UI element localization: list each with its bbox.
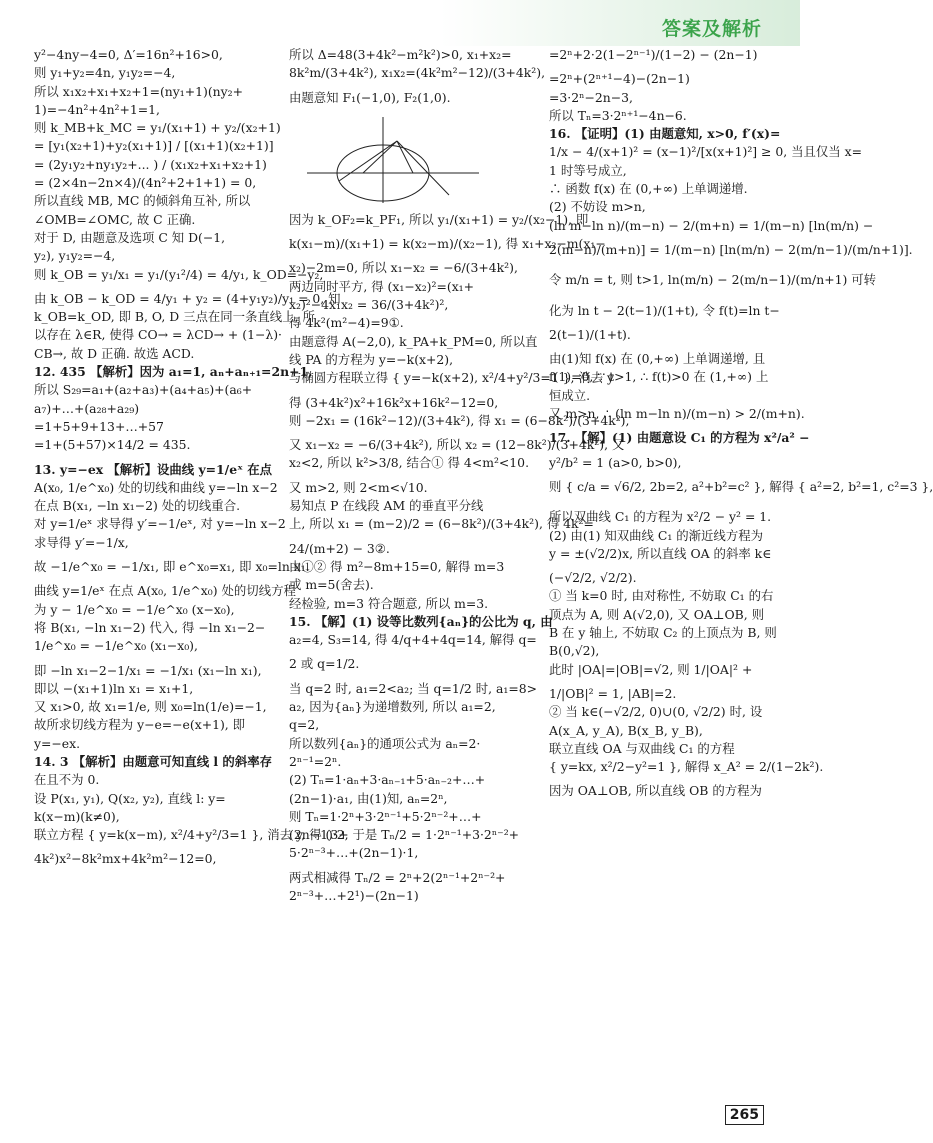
answer-line: 令 m/n = t, 则 t>1, ln(m/n) − 2(m/n−1)/(m/n+1) 可转 (549, 272, 877, 288)
answer-line: y=−ex. (34, 735, 81, 751)
answer-line: q=2, (289, 717, 320, 733)
answer-line: = [y₁(x₂+1)+y₂(x₁+1)] / [(x₁+1)(x₂+1)] (34, 138, 274, 154)
answer-line: (ln m−ln n)/(m−n) − 2/(m+n) = 1/(m−n) [ln(m/n) − (549, 217, 874, 233)
answer-line: 1/|OB|² = 1, |AB|=2. (549, 685, 677, 701)
answer-line: 由题意得 A(−2,0), k_PA+k_PM=0, 所以直 (289, 333, 538, 349)
answer-line: 以存在 λ∈R, 使得 CO→ = λCD→ + (1−λ)· (34, 327, 282, 343)
answer-line: 又 m>n, ∴ (ln m−ln n)/(m−n) > 2/(m+n). (549, 406, 805, 422)
answer-line: ∴ 函数 f(x) 在 (0,+∞) 上单调递增. (549, 181, 748, 197)
answer-line: (2) Tₙ=1·aₙ+3·aₙ₋₁+5·aₙ₋₂+…+ (289, 772, 486, 788)
answer-line: 或 m=5(舍去). (289, 577, 374, 593)
answer-line: 与椭圆方程联立得 { y=−k(x+2), x²/4+y²/3=1 }, 消去 y (289, 370, 615, 386)
answer-line: =2ⁿ+(2ⁿ⁺¹−4)−(2n−1) (549, 71, 690, 87)
answer-line: 所以直线 MB, MC 的倾斜角互补, 所以 (34, 193, 251, 209)
answer-line: 当 q=2 时, a₁=2<a₂; 当 q=1/2 时, a₁=8> (289, 680, 537, 696)
answer-line: 所以双曲线 C₁ 的方程为 x²/2 − y² = 1. (549, 509, 772, 525)
question-heading: 17. 【解】(1) 由题意设 C₁ 的方程为 x²/a² − (549, 430, 810, 446)
answer-line: y²−4ny−4=0, Δ′=16n²+16>0, (34, 47, 223, 62)
answer-line: ① 当 k=0 时, 由对称性, 不妨取 C₁ 的右 (549, 588, 774, 604)
answer-columns (34, 46, 933, 1106)
answer-line: 则 −2x₁ = (16k²−12)/(3+4k²), 得 x₁ = (6−8k²)/(3+4k²), (289, 412, 630, 428)
answer-line: 即 −ln x₁−2−1/x₁ = −1/x₁ (x₁−ln x₁), (34, 662, 262, 678)
answer-line: 2ⁿ⁻³+…+2¹)−(2n−1) (289, 887, 419, 903)
answer-line: (−√2/2, √2/2). (549, 570, 637, 586)
answer-line: =3·2ⁿ−2n−3, (549, 89, 633, 105)
question-heading: 13. y=−ex 【解析】设曲线 y=1/eˣ 在点 (34, 461, 273, 477)
answer-line: 两边同时平方, 得 (x₁−x₂)²=(x₁+ (289, 278, 475, 294)
answer-line: 为 y − 1/e^x₀ = −1/e^x₀ (x−x₀), (34, 601, 235, 617)
answer-line: 故 −1/e^x₀ = −1/x₁, 即 e^x₀=x₁, 即 x₀=ln x₁. (34, 559, 310, 575)
answer-line: 则 k_MB+k_MC = y₁/(x₁+1) + y₂/(x₂+1) (34, 120, 281, 136)
answer-line: { y=kx, x²/2−y²=1 }, 解得 x_A² = 2/(1−2k²). (549, 759, 824, 775)
answer-line: 所以 S₂₉=a₁+(a₂+a₃)+(a₄+a₅)+(a₆+ (34, 382, 253, 398)
answer-line: (2n−1)·2, 于是 Tₙ/2 = 1·2ⁿ⁻¹+3·2ⁿ⁻²+ (289, 827, 520, 843)
answer-line: 线 PA 的方程为 y=−k(x+2), (289, 351, 454, 367)
answer-line: 恒成立. (549, 387, 591, 403)
answer-line: 因为 k_OF₂=k_PF₁, 所以 y₁/(x₁+1) = y₂/(x₂−1), 即 (289, 211, 589, 227)
answer-line: (2) 由(1) 知双曲线 C₁ 的渐近线方程为 (549, 527, 763, 543)
answer-line: 在点 B(x₁, −ln x₁−2) 处的切线重合. (34, 498, 241, 514)
answer-line: 则 Tₙ=1·2ⁿ+3·2ⁿ⁻¹+5·2ⁿ⁻²+…+ (289, 808, 482, 824)
answer-line: 又 x₁−x₂ = −6/(3+4k²), 所以 x₂ = (12−8k²)/(3+4k²), 又 (289, 437, 625, 453)
answer-line: CB→, 故 D 正确. 故选 ACD. (34, 345, 195, 361)
answer-line: 2(m−n)/(m+n)] = 1/(m−n) [ln(m/n) − 2(m/n−1)/(m/n+1)]. (549, 241, 913, 257)
answer-line: 2(t−1)/(1+t). (549, 326, 631, 342)
answer-line: 因为 OA⊥OB, 所以直线 OB 的方程为 (549, 783, 762, 799)
answer-line: a₂=4, S₃=14, 得 4/q+4+4q=14, 解得 q= (289, 632, 537, 648)
question-heading: 14. 3 【解析】由题意可知直线 l 的斜率存 (34, 753, 272, 769)
answer-line: y₂), y₁y₂=−4, (34, 248, 116, 264)
question-heading: 12. 435 【解析】因为 a₁=1, aₙ+aₙ₊₁=2n+1, (34, 364, 313, 380)
answer-line: 将 B(x₁, −ln x₁−2) 代入, 得 −ln x₁−2− (34, 619, 266, 635)
answer-line: ∠OMB=∠OMC, 故 C 正确. (34, 211, 196, 227)
answer-line: a₂, 因为{aₙ}为递增数列, 所以 a₁=2, (289, 699, 496, 715)
answer-line: =2ⁿ+2·2(1−2ⁿ⁻¹)/(1−2) − (2n−1) (549, 47, 758, 62)
answer-line: 8k²m/(3+4k²), x₁x₂=(4k²m²−12)/(3+4k²), (289, 65, 546, 81)
answer-line: =1+(5+57)×14/2 = 435. (34, 437, 191, 453)
answer-line: y²/b² = 1 (a>0, b>0), (549, 454, 682, 470)
answer-line: 得 (3+4k²)x²+16k²x+16k²−12=0, (289, 394, 499, 410)
answer-line: 在且不为 0. (34, 772, 100, 788)
answer-line: A(x_A, y_A), B(x_B, y_B), (549, 722, 703, 738)
answer-line: 又 x₁>0, 故 x₁=1/e, 则 x₀=ln(1/e)=−1, (34, 699, 267, 715)
answer-line: f(1)=0, ∵ t>1, ∴ f(t)>0 在 (1,+∞) 上 (549, 369, 769, 385)
answer-line: 所以数列{aₙ}的通项公式为 aₙ=2· (289, 735, 481, 751)
answer-line: k_OB=k_OD, 即 B, O, D 三点在同一条直线上, 所 (34, 309, 315, 325)
answer-line: 5·2ⁿ⁻³+…+(2n−1)·1, (289, 845, 419, 861)
header-title: 答案及解析 (661, 18, 762, 40)
answer-line: 1/x − 4/(x+1)² = (x−1)²/[x(x+1)²] ≥ 0, 当且仅当 x= (549, 144, 863, 160)
answer-line: B 在 y 轴上, 不妨取 C₂ 的上顶点为 B, 则 (549, 625, 777, 641)
answer-line: 1/e^x₀ = −1/e^x₀ (x₁−x₀), (34, 638, 198, 654)
answer-line: 2 或 q=1/2. (289, 656, 360, 672)
column-right (549, 46, 933, 801)
answer-line: 由 k_OB − k_OD = 4/y₁ + y₂ = (4+y₁y₂)/y₁ = 0, 知 (34, 290, 341, 306)
answer-line: 又 m>2, 则 2<m<√10. (289, 479, 428, 495)
header-bar (0, 0, 800, 46)
answer-line: 则 k_OB = y₁/x₁ = y₁/(y₁²/4) = 4/y₁, k_OD=−y₂, (34, 266, 324, 282)
answer-line: 联立方程 { y=k(x−m), x²/4+y²/3=1 }, 消去 y, 得 (3+ (34, 827, 349, 843)
ellipse-diagram (299, 111, 489, 207)
answer-line: 得 4k²(m²−4)=9①. (289, 315, 404, 331)
answer-line: 对于 D, 由题意及选项 C 知 D(−1, (34, 229, 226, 245)
answer-line: 上, 所以 x₁ = (m−2)/2 = (6−8k²)/(3+4k²), 得 4k²= (289, 516, 594, 532)
answer-line: y = ±(√2/2)x, 所以直线 OA 的斜率 k∈ (549, 545, 772, 561)
answer-line: 所以 Tₙ=3·2ⁿ⁺¹−4n−6. (549, 107, 687, 123)
answer-line: (2) 不妨设 m>n, (549, 199, 646, 215)
answer-line: 联立直线 OA 与双曲线 C₁ 的方程 (549, 740, 735, 756)
answer-line: = (2y₁y₂+ny₁y₂+... ) / (x₁x₂+x₁+x₂+1) (34, 156, 267, 172)
answer-line: 此时 |OA|=|OB|=√2, 则 1/|OA|² + (549, 661, 753, 677)
answer-line: 所以 Δ=48(3+4k²−m²k²)>0, x₁+x₂= (289, 47, 512, 62)
answer-line: 故所求切线方程为 y−e=−e(x+1), 即 (34, 717, 246, 733)
page-number: 265 (725, 1105, 764, 1125)
answer-line: 对 y=1/eˣ 求导得 y′=−1/eˣ, 对 y=−ln x−2 (34, 516, 286, 532)
answer-line: B(0,√2), (549, 643, 600, 659)
answer-line: 化为 ln t − 2(t−1)/(1+t), 令 f(t)=ln t− (549, 302, 780, 318)
answer-line: 2ⁿ⁻¹=2ⁿ. (289, 753, 342, 769)
answer-line: a₇)+…+(a₂₈+a₂₉) (34, 400, 140, 416)
answer-line: 1 时等号成立, (549, 162, 627, 178)
answer-line: =1+5+9+13+…+57 (34, 418, 164, 434)
question-heading: 15. 【解】(1) 设等比数列{aₙ}的公比为 q, 由 (289, 613, 553, 629)
question-heading: 16. 【证明】(1) 由题意知, x>0, f′(x)= (549, 126, 781, 142)
answer-line: 由①② 得 m²−8m+15=0, 解得 m=3 (289, 558, 505, 574)
answer-line: 则 { c/a = √6/2, 2b=2, a²+b²=c² }, 解得 { a²=2, b²=1, c²=3 }, (549, 478, 933, 494)
answer-line: 即以 −(x₁+1)ln x₁ = x₁+1, (34, 680, 194, 696)
answer-line: x₂<2, 所以 k²>3/8, 结合① 得 4<m²<10. (289, 455, 530, 471)
answer-line: 两式相减得 Tₙ/2 = 2ⁿ+2(2ⁿ⁻¹+2ⁿ⁻²+ (289, 869, 506, 885)
answer-line: 所以 x₁x₂+x₁+x₂+1=(ny₁+1)(ny₂+ (34, 83, 243, 99)
answer-line: 顶点为 A, 则 A(√2,0), 又 OA⊥OB, 则 (549, 606, 764, 622)
answer-line: 由题意知 F₁(−1,0), F₂(1,0). (289, 89, 451, 105)
answer-line: 由(1)知 f(x) 在 (0,+∞) 上单调递增, 且 (549, 351, 766, 367)
answer-line: 则 y₁+y₂=4n, y₁y₂=−4, (34, 65, 176, 81)
answer-line: 4k²)x²−8k²mx+4k²m²−12=0, (34, 851, 217, 867)
answer-line: x₂)−2m=0, 所以 x₁−x₂ = −6/(3+4k²), (289, 260, 518, 276)
answer-line: 曲线 y=1/eˣ 在点 A(x₀, 1/e^x₀) 处的切线方程 (34, 583, 296, 599)
answer-line: k(x−m)(k≠0), (34, 808, 120, 824)
answer-line: k(x₁−m)/(x₁+1) = k(x₂−m)/(x₂−1), 得 x₁+x₂−m(x₁− (289, 236, 606, 252)
answer-line: = (2×4n−2n×4)/(4n²+2+1+1) = 0, (34, 175, 257, 191)
answer-line: x₂)²−4x₁x₂ = 36/(3+4k²)², (289, 297, 449, 313)
answer-line: 设 P(x₁, y₁), Q(x₂, y₂), 直线 l: y= (34, 790, 226, 806)
answer-line: 经检验, m=3 符合题意, 所以 m=3. (289, 595, 489, 611)
answer-line: 求导得 y′=−1/x, (34, 534, 129, 550)
answer-line: A(x₀, 1/e^x₀) 处的切线和曲线 y=−ln x−2 (34, 479, 278, 495)
answer-line: (2n−1)·a₁, 由(1)知, aₙ=2ⁿ, (289, 790, 448, 806)
answer-line: 1)=−4n²+4n²+1=1, (34, 101, 160, 117)
answer-line: 易知点 P 在线段 AM 的垂直平分线 (289, 498, 484, 514)
answer-line: ② 当 k∈(−√2/2, 0)∪(0, √2/2) 时, 设 (549, 704, 763, 720)
answer-line: 24/(m+2) − 3②. (289, 540, 390, 556)
